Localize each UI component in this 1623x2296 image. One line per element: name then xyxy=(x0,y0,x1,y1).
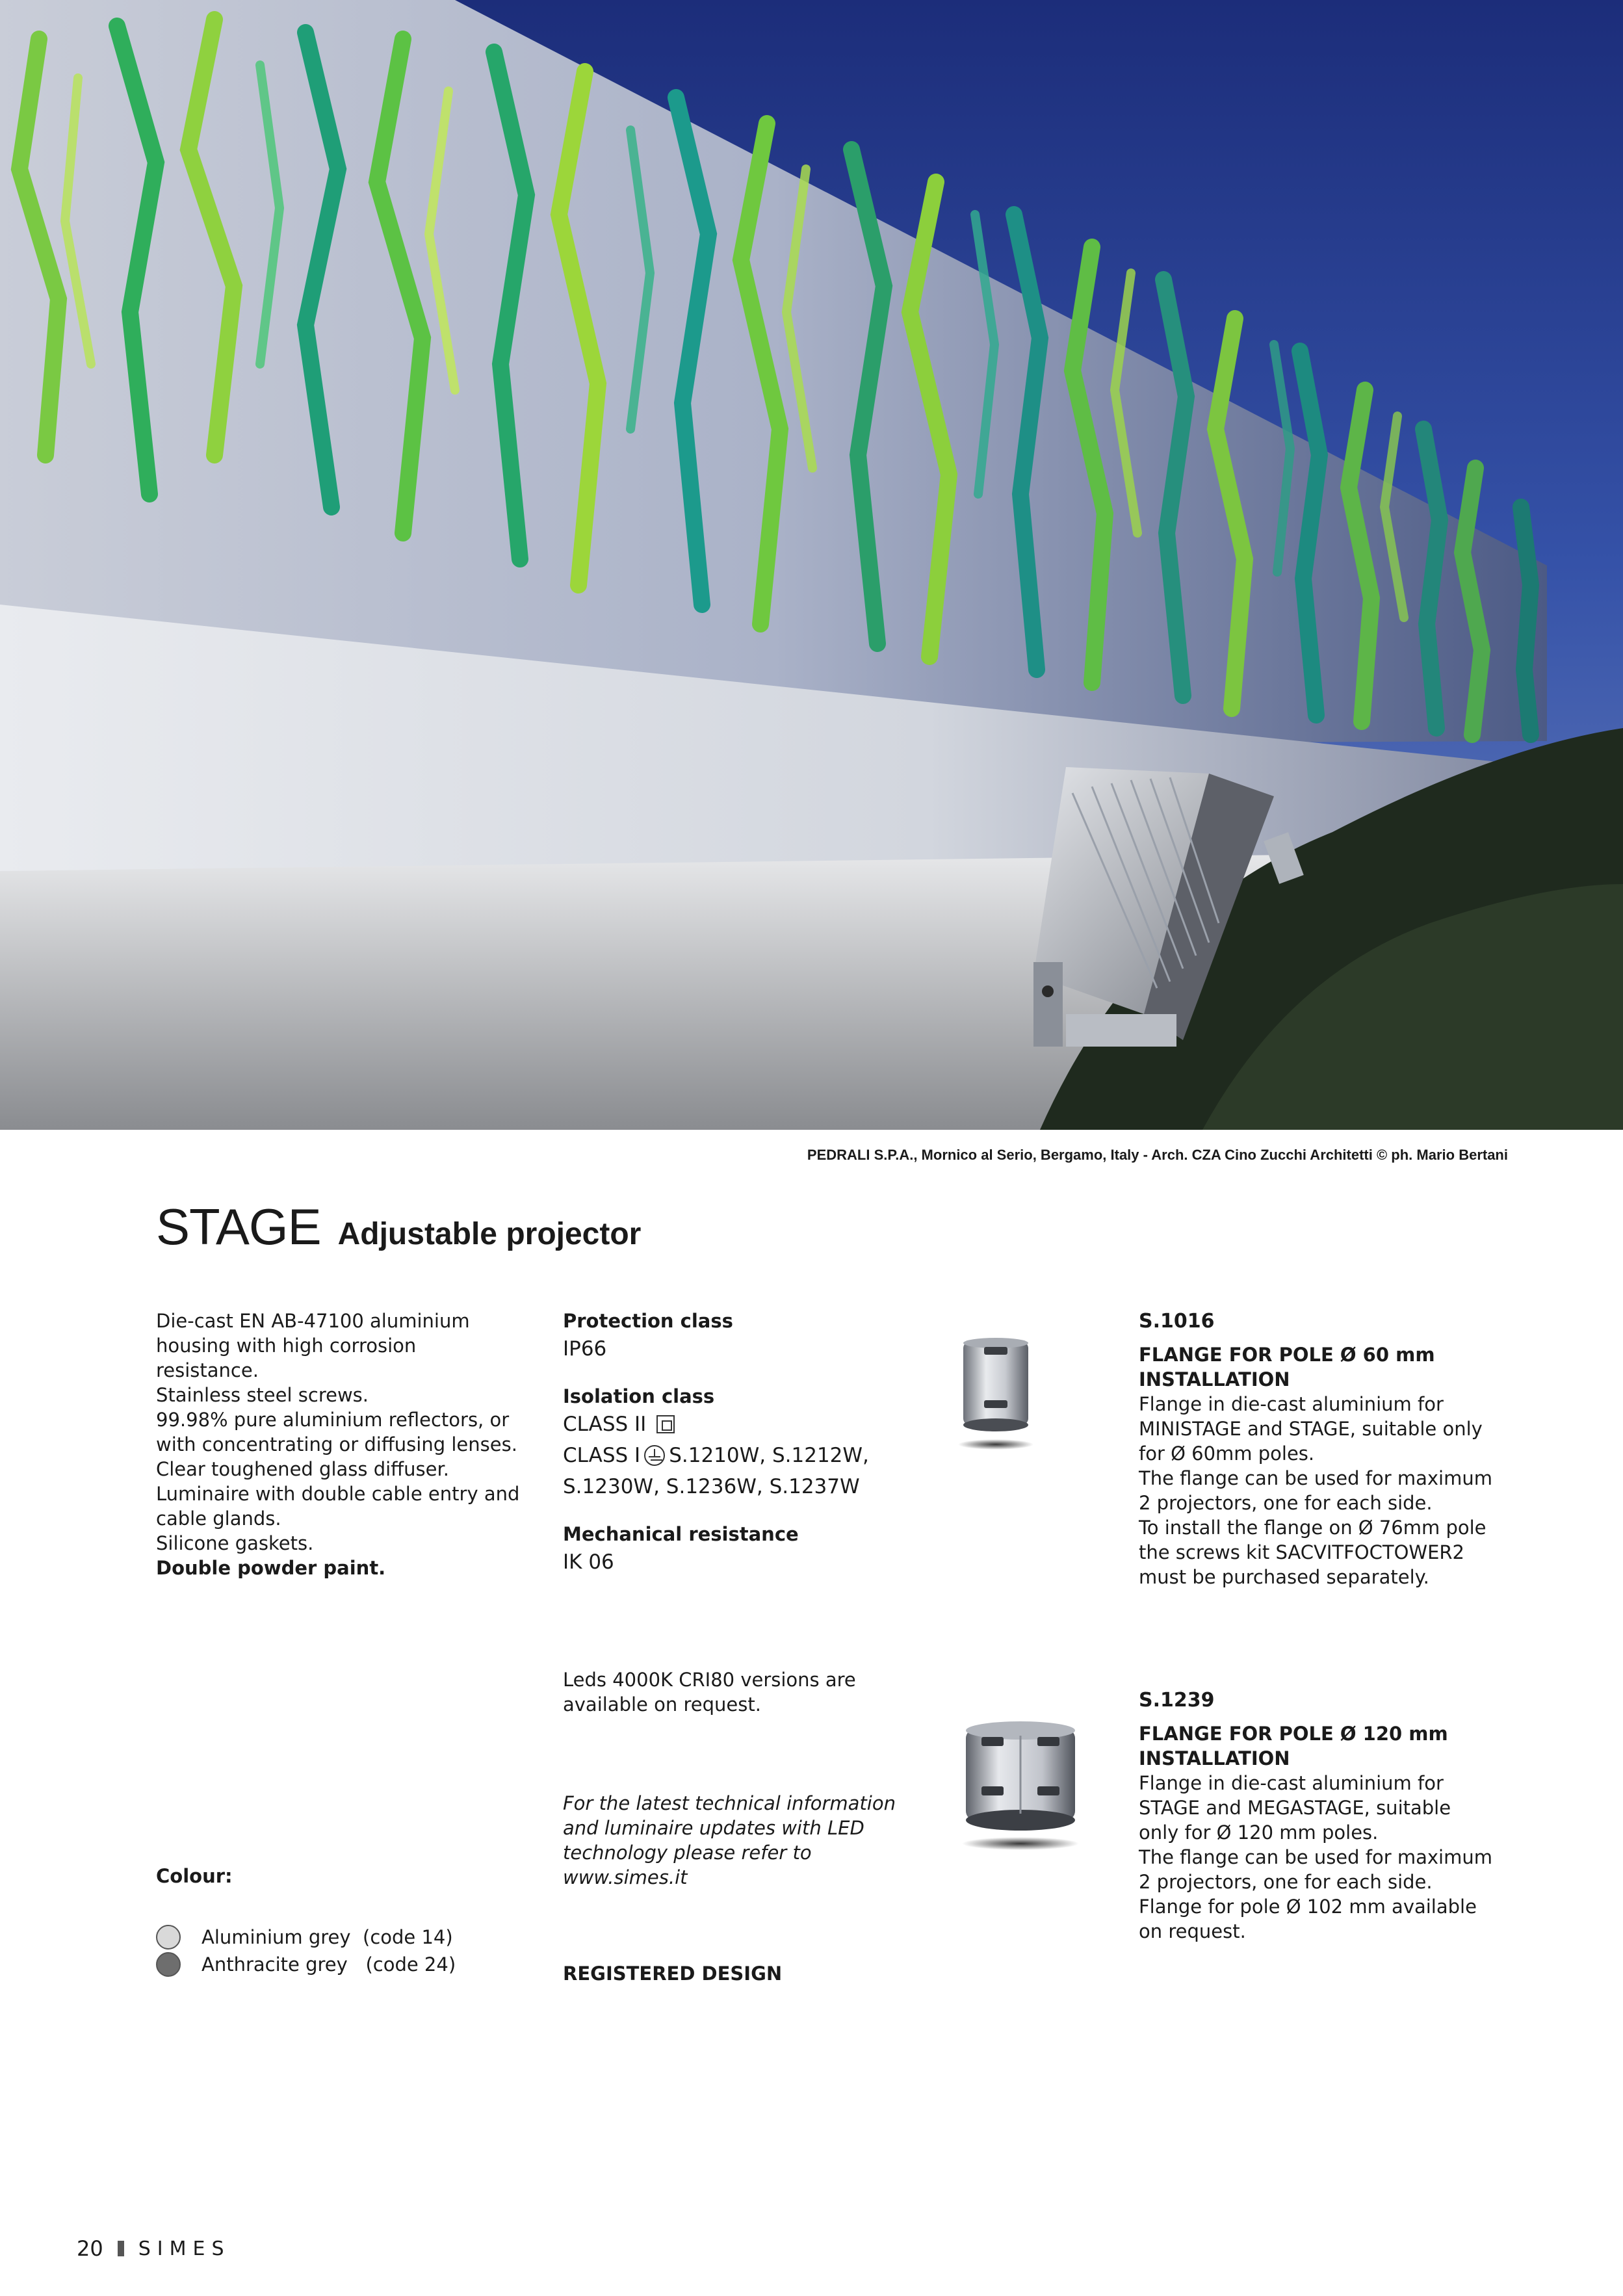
accessory-code: S.1016 xyxy=(1139,1310,1215,1333)
description-line: with concentrating or diffusing lenses. xyxy=(156,1433,517,1455)
description-line: Die-cast EN AB-47100 aluminium xyxy=(156,1310,470,1332)
accessory-title: FLANGE FOR POLE Ø 120 mm xyxy=(1139,1723,1448,1745)
colour-option-anthracite xyxy=(156,1952,456,1977)
protection-class xyxy=(563,1309,927,1364)
footer-separator xyxy=(118,2241,124,2256)
accessory-line: MINISTAGE and STAGE, suitable only xyxy=(1139,1418,1483,1440)
isolation-class2-row xyxy=(563,1409,927,1440)
mechanical-resistance-value: IK 06 xyxy=(563,1550,614,1574)
double-insulation-icon xyxy=(656,1415,675,1433)
product-name: STAGE xyxy=(156,1198,321,1255)
description-line: Stainless steel screws. xyxy=(156,1384,369,1406)
description-bold-line: Double powder paint. xyxy=(156,1557,386,1579)
accessory-line: The flange can be used for maximum xyxy=(1139,1846,1492,1868)
isolation-class-label: Isolation class xyxy=(563,1385,715,1407)
info-line: and luminaire updates with LED xyxy=(563,1817,864,1839)
aluminium-grey-swatch xyxy=(156,1925,181,1950)
protection-class-value: IP66 xyxy=(563,1337,607,1361)
accessory-code: S.1239 xyxy=(1139,1689,1215,1712)
mechanical-resistance xyxy=(563,1522,927,1578)
colour-code: (code 14) xyxy=(363,1926,453,1948)
colour-name: Anthracite grey xyxy=(201,1953,348,1976)
description-line: Clear toughened glass diffuser. xyxy=(156,1458,449,1480)
page-title xyxy=(156,1197,641,1257)
accessory-line: The flange can be used for maximum xyxy=(1139,1467,1492,1489)
description-line: cable glands. xyxy=(156,1507,281,1530)
accessory-line: Flange in die-cast aluminium for xyxy=(1139,1772,1444,1794)
colour-name: Aluminium grey xyxy=(201,1926,351,1948)
accessory-s1239 xyxy=(1139,1688,1503,1944)
accessory-line: the screws kit SACVITFOCTOWER2 xyxy=(1139,1541,1465,1563)
technical-info-note xyxy=(563,1791,901,1890)
accessory-title: INSTALLATION xyxy=(1139,1747,1290,1769)
website-link[interactable]: www.simes.it xyxy=(563,1866,688,1888)
description-line: 99.98% pure aluminium reflectors, or xyxy=(156,1409,510,1431)
accessory-line: To install the flange on Ø 76mm pole xyxy=(1139,1517,1487,1539)
product-description xyxy=(156,1309,520,1580)
building-facade-illustration xyxy=(0,0,1623,1130)
accessory-title: INSTALLATION xyxy=(1139,1368,1290,1390)
specifications xyxy=(563,1309,927,1597)
accessory-line: on request. xyxy=(1139,1920,1246,1942)
colour-label: Colour: xyxy=(156,1865,233,1887)
description-line: Luminaire with double cable entry and xyxy=(156,1483,520,1505)
led-note xyxy=(563,1667,901,1717)
flange-60mm-image xyxy=(950,1333,1041,1459)
colour-code: (code 24) xyxy=(365,1953,456,1976)
accessory-line: 2 projectors, one for each side. xyxy=(1139,1492,1433,1514)
accessory-line: only for Ø 120 mm poles. xyxy=(1139,1821,1379,1844)
isolation-class1-text: CLASS I xyxy=(563,1444,641,1467)
brand-name: SIMES xyxy=(138,2237,231,2260)
led-note-line: available on request. xyxy=(563,1693,761,1715)
page-number: 20 xyxy=(77,2236,103,2261)
isolation-class2-text: CLASS II xyxy=(563,1413,647,1436)
info-line: technology please refer to xyxy=(563,1842,812,1864)
accessory-s1016 xyxy=(1139,1309,1503,1589)
product-subtitle: Adjustable projector xyxy=(337,1217,642,1251)
description-line: housing with high corrosion resistance. xyxy=(156,1335,417,1381)
mechanical-resistance-label: Mechanical resistance xyxy=(563,1523,799,1545)
anthracite-grey-swatch xyxy=(156,1952,181,1977)
isolation-class1-models-cont: S.1230W, S.1236W, S.1237W xyxy=(563,1475,860,1498)
isolation-class xyxy=(563,1384,927,1502)
hero-photo xyxy=(0,0,1623,1130)
info-line: For the latest technical information xyxy=(563,1792,896,1814)
led-note-line: Leds 4000K CRI80 versions are xyxy=(563,1669,856,1691)
earth-ground-icon xyxy=(644,1445,665,1466)
flange-120mm-image xyxy=(955,1716,1085,1862)
accessory-line: STAGE and MEGASTAGE, suitable xyxy=(1139,1797,1451,1819)
accessory-line: Flange in die-cast aluminium for xyxy=(1139,1393,1444,1415)
page-footer xyxy=(77,2236,231,2261)
isolation-class1-row xyxy=(563,1440,927,1471)
accessory-line: 2 projectors, one for each side. xyxy=(1139,1871,1433,1893)
accessory-line: for Ø 60mm poles. xyxy=(1139,1442,1315,1465)
photo-credit: PEDRALI S.P.A., Mornico al Serio, Bergamo, Italy - Arch. CZA Cino Zucchi Architetti © ph. Mario Bertani xyxy=(807,1147,1508,1163)
description-line: Silicone gaskets. xyxy=(156,1532,314,1554)
colour-option-aluminium xyxy=(156,1925,453,1950)
registered-design: REGISTERED DESIGN xyxy=(563,1963,783,1985)
protection-class-label: Protection class xyxy=(563,1310,733,1332)
accessory-title: FLANGE FOR POLE Ø 60 mm xyxy=(1139,1344,1435,1366)
accessory-line: Flange for pole Ø 102 mm available xyxy=(1139,1896,1477,1918)
isolation-class1-models: S.1210W, S.1212W, xyxy=(669,1444,869,1467)
accessory-line: must be purchased separately. xyxy=(1139,1566,1429,1588)
